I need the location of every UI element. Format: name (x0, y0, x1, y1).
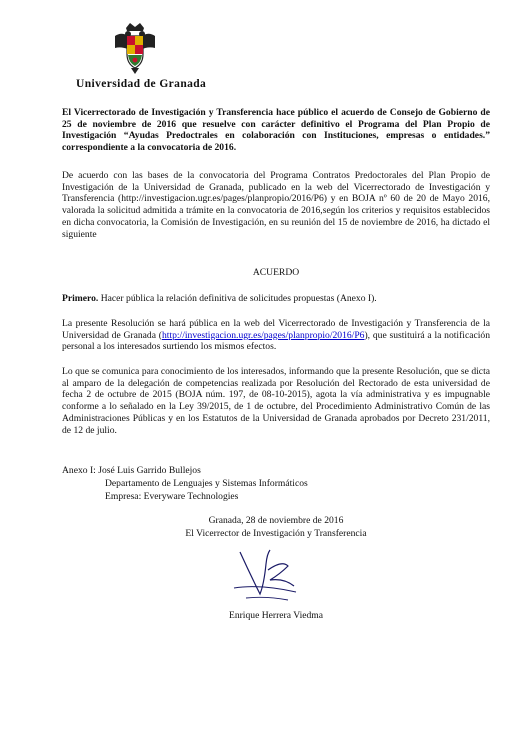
annex-company: Empresa: Everyware Technologies (105, 491, 239, 502)
annex-block (62, 464, 308, 503)
publication-paragraph (62, 318, 490, 353)
university-name: Universidad de Granada (76, 78, 207, 90)
signer-name: Enrique Herrera Viedma (228, 610, 324, 621)
closing-place-date: Granada, 28 de noviembre de 2016 (208, 515, 344, 526)
handwritten-signature-icon (230, 544, 302, 606)
university-crest-icon (112, 22, 158, 76)
primero-paragraph (62, 293, 490, 305)
intro-paragraph: De acuerdo con las bases de la convocatoria del Programa Contratos Predoctorales del Plan Propio de Investigación de la Universidad de Granada, publicado en la web del Vicerrectorado de Investigación y Transferencia (http://investigacion.ugr.es/pages/planpropio/2016/P6) y en BOJA nº 60 de 20 de Mayo 2016, valorada la solicitud admitida a trámite en la convocatoria de 2016,según los criterios y requisitos establecidos en dicha convocatoria, la Comisión de Investigación, en su reunión del 15 de noviembre de 2016, ha dictado el siguiente (62, 170, 490, 240)
annex-department: Departamento de Lenguajes y Sistemas Informáticos (105, 478, 308, 489)
document-title: El Vicerrectorado de Investigación y Transferencia hace público el acuerdo de Consejo de Gobierno de 25 de noviembre de 2016 que resuelve con carácter definitivo el Programa del Plan Propio de Investigación “Ayudas Predoctrales en colaboración con Instituciones, empresas o entidades.” correspondiente a la convocatoria de 2016. (62, 107, 490, 154)
legal-paragraph: Lo que se comunica para conocimiento de los interesados, informando que la presente Resolución, que se dicta al amparo de la delegación de competencias realizada por Resolución del Rectorado de esta universidad de fecha 2 de octubre de 2015 (BOJA núm. 197, de 08-10-2015), agota la vía administrativa y es impugnable conforme a lo señalado en la Ley 39/2015, de 1 de octubre, del Procedimiento Administrativo Común de las Administraciones Públicas y en los Estatutos de la Universidad de Granada aprobados por Decreto 231/2011, de 12 de julio. (62, 366, 490, 436)
primero-text: Hacer pública la relación definitiva de solicitudes propuestas (Anexo I). (98, 293, 377, 304)
publication-text-before: La presente Resolución se hará pública en la web del Vicerrectorado de Investigación y Transferencia de la Universidad de Granada ( (62, 318, 490, 341)
publication-text-after: ), que sustituirá a la notificación personal a los interesados surtiendo los mismos efectos. (62, 329, 490, 353)
agreement-heading: ACUERDO (252, 267, 300, 278)
publication-link[interactable]: http://investigacion.ugr.es/pages/planpropio/2016/P6 (161, 329, 365, 341)
primero-label: Primero. (62, 293, 99, 304)
annex-candidate: Anexo I: José Luis Garrido Bullejos (62, 465, 201, 476)
closing-role: El Vicerrector de Investigación y Transferencia (185, 528, 367, 539)
